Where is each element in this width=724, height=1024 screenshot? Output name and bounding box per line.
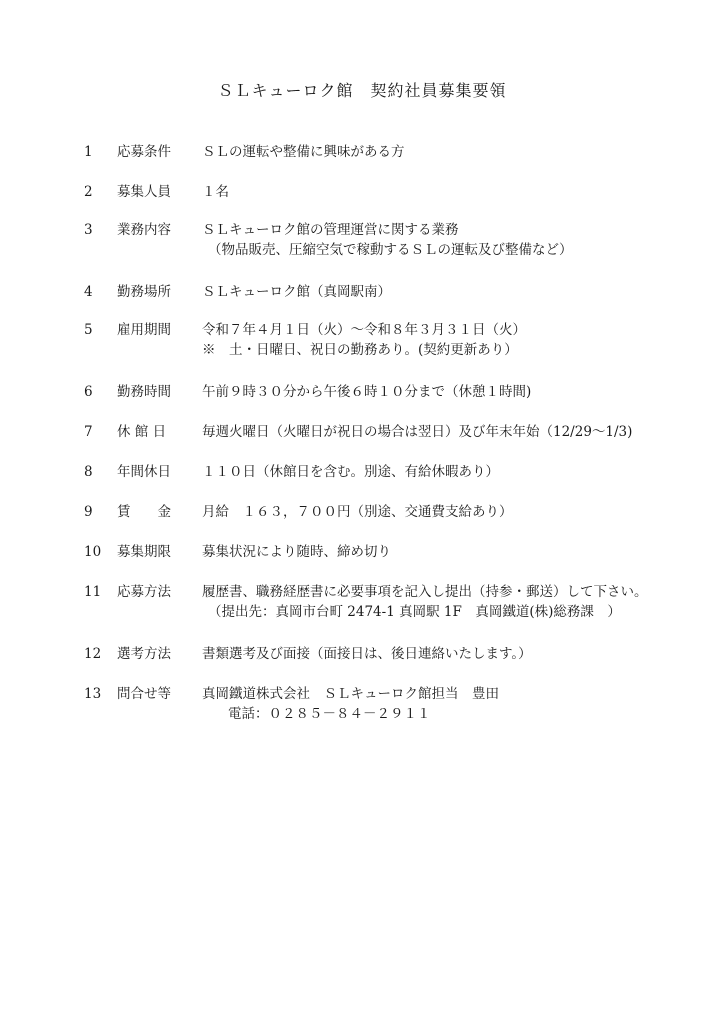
item-number: 4	[84, 284, 93, 300]
item-label: 勤務場所	[117, 284, 171, 300]
item-line: ＳＬキューロク館の管理運営に関する業務	[202, 222, 459, 238]
item-value	[202, 142, 702, 162]
item-line: ＳＬキューロク館（真岡駅南）	[202, 284, 391, 300]
item-label: 勤務時間	[117, 384, 171, 400]
item-label: 雇用期間	[117, 322, 171, 338]
item-number: 9	[84, 504, 93, 520]
item-number: 1	[84, 144, 93, 160]
item-value	[202, 684, 702, 724]
item-label: 問合せ等	[117, 686, 171, 702]
item-label: 業務内容	[117, 222, 171, 238]
item-line: ＳＬの運転や整備に興味がある方	[202, 144, 405, 160]
item-value	[202, 282, 702, 302]
item-number: 10	[84, 544, 102, 560]
item-number: 6	[84, 384, 93, 400]
item-value	[202, 182, 702, 202]
item-line: （提出先：真岡市台町 2474-1 真岡駅 1F 真岡鐵道(株)総務課 ）	[208, 604, 621, 620]
item-line: １名	[202, 184, 229, 200]
item-value	[202, 320, 702, 360]
item-label: 選考方法	[117, 646, 171, 662]
item-label: 応募条件	[117, 144, 171, 160]
item-number: 2	[84, 184, 93, 200]
item-value	[202, 502, 702, 522]
item-number: 11	[84, 584, 102, 600]
item-value	[202, 220, 702, 260]
item-number: 7	[84, 424, 93, 440]
item-line: １１０日（休館日を含む。別途、有給休暇あり）	[202, 464, 499, 480]
item-number: 5	[84, 322, 93, 338]
item-line: 毎週火曜日（火曜日が祝日の場合は翌日）及び年末年始（12/29～1/3)	[202, 424, 633, 440]
item-label: 休 館 日	[117, 424, 167, 440]
item-value	[202, 582, 702, 622]
item-line: 履歴書、職務経歴書に必要事項を記入し提出（持参・郵送）して下さい。	[202, 584, 648, 600]
item-line: 募集状況により随時、締め切り	[202, 544, 391, 560]
item-line: 書類選考及び面接（面接日は、後日連絡いたします。）	[202, 646, 532, 662]
item-number: 8	[84, 464, 93, 480]
item-line: （物品販売、圧縮空気で稼動するＳＬの運転及び整備など）	[208, 242, 573, 258]
item-line: 午前９時３０分から午後６時１０分まで（休憩１時間)	[202, 384, 532, 400]
item-label: 応募方法	[117, 584, 171, 600]
item-number: 13	[84, 686, 102, 702]
item-label: 募集人員	[117, 184, 171, 200]
item-label: 年間休日	[117, 464, 171, 480]
item-line: 真岡鐵道株式会社 ＳＬキューロク館担当 豊田	[202, 686, 499, 702]
item-line: 月給 １６３，７００円（別途、交通費支給あり）	[202, 504, 513, 520]
item-number: 3	[84, 222, 93, 238]
item-value	[202, 644, 702, 664]
item-value	[202, 542, 702, 562]
item-line: 電話：０２８５－８４－２９１１	[228, 706, 431, 722]
item-line: ※ 土・日曜日、祝日の勤務あり。(契約更新あり）	[202, 342, 518, 358]
item-value	[202, 382, 702, 402]
item-value	[202, 462, 702, 482]
item-line: 令和７年４月１日（火）～令和８年３月３１日（火）	[202, 322, 526, 338]
page-title: ＳＬキューロク館 契約社員募集要領	[217, 81, 507, 100]
item-value	[202, 422, 702, 442]
item-label: 募集期限	[117, 544, 171, 560]
item-label: 賃 金	[117, 504, 171, 520]
item-number: 12	[84, 646, 102, 662]
